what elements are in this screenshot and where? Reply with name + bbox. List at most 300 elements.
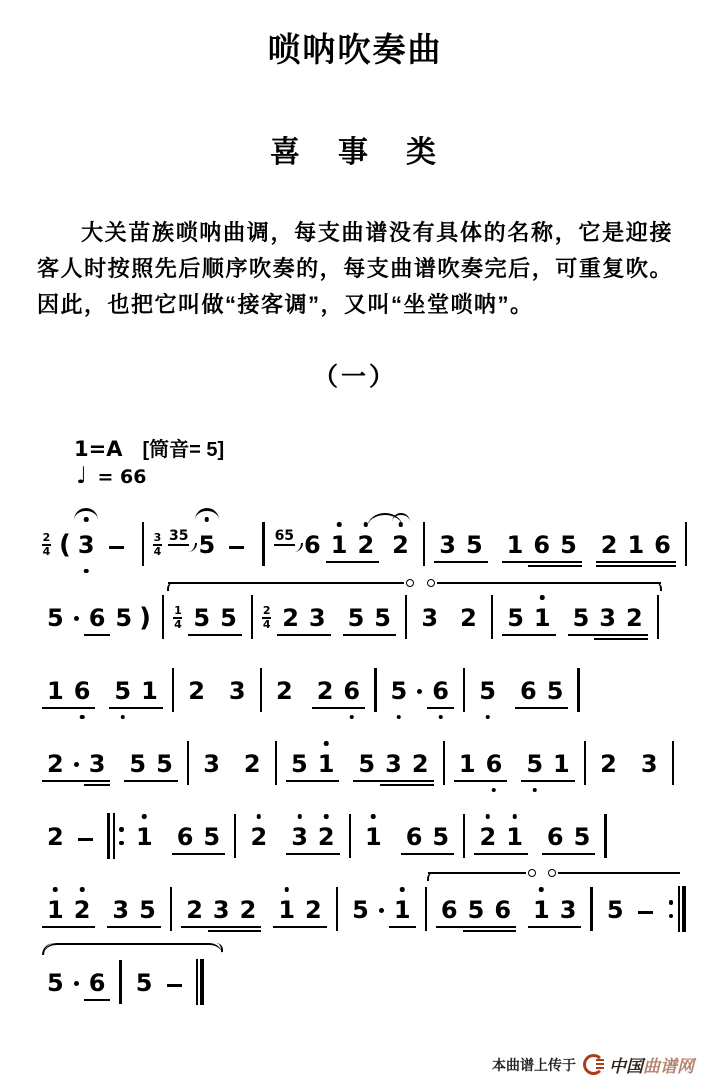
note: 3: [73, 530, 100, 560]
ts-numerator: 2: [42, 531, 51, 545]
octave-dot-above: [486, 814, 491, 819]
note: 6: [338, 676, 365, 706]
beam-line: [69, 926, 96, 928]
note: 6: [304, 531, 321, 559]
note: 5: [386, 676, 413, 706]
note: 6: [401, 822, 428, 852]
beam-line: [326, 561, 353, 563]
key-signature: 1=A: [74, 437, 123, 461]
note: 2: [300, 895, 327, 925]
score-line-3: [0, 641, 710, 714]
note: 5: [115, 604, 133, 632]
augmentation-dot: [412, 676, 427, 706]
beam-line-2: [380, 784, 407, 786]
note: 6: [84, 968, 111, 998]
slur-cap-left: [427, 872, 436, 881]
beam-line: [286, 780, 313, 782]
beam-line: [528, 926, 555, 928]
note: 5: [461, 530, 488, 560]
dot: [669, 900, 674, 905]
note: 3: [228, 677, 246, 705]
note: 6: [481, 749, 508, 779]
ts-denominator: 4: [262, 618, 271, 631]
note: 3: [594, 603, 621, 633]
fermata-dot: [84, 517, 89, 522]
note: 1: [501, 822, 528, 852]
barline: [262, 522, 264, 566]
phrase-slur-line: [44, 943, 222, 954]
barline: [584, 741, 586, 785]
note: 5: [353, 749, 380, 779]
barline: [260, 668, 262, 712]
note: 2: [596, 530, 623, 560]
slur-cap-right: [528, 869, 536, 877]
bar-thin: [196, 959, 198, 1005]
octave-dot-above: [142, 814, 147, 819]
note: 1: [454, 749, 481, 779]
note: 5: [109, 676, 136, 706]
beam-line: [401, 853, 428, 855]
beam-line: [198, 853, 225, 855]
note: 3: [555, 895, 582, 925]
ts-numerator: 3: [153, 531, 162, 545]
note: 2: [245, 822, 272, 852]
note: 5: [569, 822, 596, 852]
note: 5: [47, 604, 64, 632]
beam-line-2: [489, 930, 516, 932]
beam-line-2: [596, 565, 623, 567]
beam-line: [529, 634, 556, 636]
beam-line: [235, 926, 262, 928]
beam-line: [515, 707, 542, 709]
beam-line: [542, 707, 569, 709]
note: 3: [286, 822, 313, 852]
score-line-5: [0, 787, 710, 860]
beam-line: [69, 707, 96, 709]
note: 1: [326, 530, 353, 560]
beam-line: [181, 926, 208, 928]
intro-paragraph: 大关苗族唢呐曲调，每支曲谱没有具体的名称，它是迎接客人时按照先后顺序吹奏的，每支曲谱吹奏完后，可重复吹。因此，也把它叫做“接客调”，又叫“坐堂唢呐”。: [37, 220, 673, 317]
note: 5: [352, 896, 369, 924]
octave-dot-above: [257, 814, 262, 819]
grace-notes: 65: [274, 529, 295, 546]
augmentation-dot: [374, 895, 389, 925]
note: 5: [555, 530, 582, 560]
note: 1: [529, 603, 556, 633]
note: 5: [134, 895, 161, 925]
slur-cap-right: [214, 943, 223, 952]
barline: [491, 595, 493, 639]
note: 1: [273, 895, 300, 925]
tempo-value: = 66: [97, 466, 147, 488]
octave-dot-above: [540, 595, 545, 600]
beam-line: [286, 853, 313, 855]
beam-line: [555, 561, 582, 563]
dot-mark: [379, 908, 384, 913]
beam-line: [313, 853, 340, 855]
beam-line: [369, 634, 396, 636]
note: 3: [434, 530, 461, 560]
score-line-2: [0, 568, 710, 641]
note: 5: [151, 749, 178, 779]
octave-dot-above: [284, 887, 289, 892]
ts-denominator: 4: [174, 618, 182, 631]
note: 1: [42, 676, 69, 706]
barline: [142, 522, 144, 566]
beam-line: [312, 707, 339, 709]
beam-line: [42, 707, 69, 709]
repeat-dots: [119, 827, 124, 845]
barline: [170, 887, 172, 931]
note: 6: [84, 603, 111, 633]
extension-dash: [638, 911, 653, 914]
note: 2: [277, 603, 304, 633]
beam-line-2: [208, 930, 235, 932]
beam-line: [343, 634, 370, 636]
phrase-slur-line: [168, 582, 404, 593]
beam-line: [84, 999, 111, 1001]
slur-cap-left: [167, 582, 176, 591]
time-signature: [42, 533, 51, 556]
beam-line-2: [555, 565, 582, 567]
octave-dot-above: [80, 887, 85, 892]
beam-line: [107, 926, 134, 928]
barline: [349, 814, 351, 858]
note: 5: [606, 896, 624, 924]
note: 3: [304, 603, 331, 633]
beam-line: [548, 780, 575, 782]
barline: [187, 741, 189, 785]
key-row: [74, 433, 710, 462]
note: 5: [286, 749, 313, 779]
note: 1: [42, 895, 69, 925]
dot-mark: [74, 762, 79, 767]
note: 3: [203, 750, 220, 778]
beam-line: [436, 926, 463, 928]
barline: [425, 887, 427, 931]
beam-line: [596, 561, 623, 563]
beam-line: [84, 780, 111, 782]
note: 2: [313, 822, 340, 852]
beam-line-2: [594, 638, 621, 640]
beam-line: [313, 780, 340, 782]
beam-line-2: [621, 638, 648, 640]
barline: [463, 814, 465, 858]
note: 6: [515, 676, 542, 706]
slur-cap-right: [406, 579, 414, 587]
beam-line: [463, 926, 490, 928]
bar-thick: [107, 813, 111, 859]
note: 2: [243, 750, 261, 778]
beam-line: [69, 780, 84, 782]
octave-dot-above: [53, 887, 58, 892]
note: 2: [352, 530, 379, 560]
score-line-7: [0, 933, 710, 1006]
site-name-cn: 中国: [609, 1057, 643, 1076]
note: 2: [69, 895, 96, 925]
note: 2: [188, 677, 205, 705]
small-arc: [392, 513, 410, 523]
beam-line: [481, 780, 508, 782]
note: 2: [621, 603, 648, 633]
beam-line: [489, 926, 516, 928]
octave-dot-above: [297, 814, 302, 819]
beam-line: [273, 926, 300, 928]
barline: [672, 741, 674, 785]
beam-line: [109, 707, 136, 709]
beam-line: [300, 926, 327, 928]
barline: [443, 741, 445, 785]
note: 3: [640, 750, 658, 778]
beam-line: [136, 707, 163, 709]
barline: [405, 595, 407, 639]
note: 2: [474, 822, 501, 852]
note: 5: [198, 822, 225, 852]
beam-line-2: [622, 565, 649, 567]
note: 2: [47, 823, 64, 851]
dot-mark: [417, 689, 422, 694]
barline: [119, 960, 121, 1004]
footer: [492, 1052, 694, 1077]
barline: [463, 668, 465, 712]
barline: [251, 595, 253, 639]
dot: [119, 827, 124, 832]
note: 6: [542, 822, 569, 852]
repeat-begin-sign: [107, 813, 126, 859]
barline: [657, 595, 659, 639]
slur-cap-left: [548, 869, 556, 877]
beam-line: [215, 634, 242, 636]
score-line-6: [0, 860, 710, 933]
octave-dot-above: [400, 887, 405, 892]
note: 5: [124, 749, 151, 779]
note: 1: [313, 749, 340, 779]
phrase-slur-line: [558, 872, 680, 883]
note: 3: [380, 749, 407, 779]
phrase-slur-line: [437, 582, 661, 593]
note: 2: [407, 749, 434, 779]
note: 5: [215, 603, 242, 633]
extension-dash: [229, 546, 244, 549]
final-barline: [196, 959, 204, 1005]
bar-thick: [200, 959, 204, 1005]
beam-line: [521, 780, 548, 782]
beam-line-2: [649, 565, 676, 567]
beam-line: [434, 561, 461, 563]
extension-dash: [78, 838, 93, 841]
note: 3: [107, 895, 134, 925]
note: 5: [188, 603, 215, 633]
beam-line: [188, 634, 215, 636]
note: 5: [542, 676, 569, 706]
barline: [423, 522, 425, 566]
note: 1: [389, 895, 416, 925]
beam-line: [304, 634, 331, 636]
extension-dash: [109, 546, 124, 549]
beam-line: [42, 926, 69, 928]
note: 6: [436, 895, 463, 925]
footer-upload-text: 本曲谱上传于: [492, 1056, 576, 1073]
time-signature: [262, 606, 271, 629]
note: 1: [360, 822, 387, 852]
beam-line: [454, 780, 481, 782]
repeat-end-sign: [667, 886, 686, 932]
note: 6: [69, 676, 96, 706]
note: 1: [548, 749, 575, 779]
note: 1: [136, 676, 163, 706]
bar-thin: [113, 813, 115, 859]
fermata-dot: [205, 517, 210, 522]
beam-line: [622, 561, 649, 563]
barline: [172, 668, 174, 712]
beam-line: [621, 634, 648, 636]
note: 5: [474, 676, 501, 706]
beam-line-2: [528, 565, 555, 567]
beam-line-2: [84, 784, 111, 786]
note: 5: [521, 749, 548, 779]
note: 1: [502, 530, 529, 560]
barline: [336, 887, 338, 931]
section-label: （一）: [312, 364, 397, 391]
phrase-slur-line: [428, 872, 526, 883]
barline: [374, 668, 376, 712]
note: 1: [622, 530, 649, 560]
note: 5: [502, 603, 529, 633]
barline: [577, 668, 579, 712]
beam-line: [501, 853, 528, 855]
note: 2: [181, 895, 208, 925]
beam-line: [407, 780, 434, 782]
extension-dash: [167, 984, 182, 987]
beam-line: [124, 780, 151, 782]
beam-line: [352, 561, 379, 563]
octave-dot-above: [512, 814, 517, 819]
note: 5: [369, 603, 396, 633]
beam-line: [461, 561, 488, 563]
augmentation-dot: [69, 968, 84, 998]
beam-line: [134, 926, 161, 928]
beam-line: [380, 780, 407, 782]
octave-dot-above: [371, 814, 376, 819]
note: 5: [463, 895, 490, 925]
beam-line: [338, 707, 365, 709]
bar-thin: [678, 886, 680, 932]
score-line-1: [0, 495, 710, 568]
ts-numerator: 1: [174, 604, 182, 618]
note: 5: [568, 603, 595, 633]
dot-mark: [74, 981, 79, 986]
beam-line: [427, 707, 454, 709]
note: 5: [343, 603, 370, 633]
beam-line: [568, 634, 595, 636]
category-subtitle: 喜 事 类: [270, 136, 440, 169]
note: 1: [131, 822, 158, 852]
note: 6: [489, 895, 516, 925]
octave-dot-above: [324, 741, 329, 746]
beam-line: [502, 634, 529, 636]
barline: [162, 595, 164, 639]
note: 3: [208, 895, 235, 925]
tube-pitch-note: [筒音= 5]: [142, 439, 225, 461]
beam-line: [353, 780, 380, 782]
beam-line: [151, 780, 178, 782]
ts-denominator: 4: [153, 545, 162, 558]
note: 5: [427, 822, 454, 852]
beam-line: [389, 926, 416, 928]
beam-line: [172, 853, 199, 855]
barline: [275, 741, 277, 785]
note: 3: [421, 604, 439, 632]
note: 2: [387, 530, 414, 560]
beam-line: [277, 634, 304, 636]
barline: [685, 522, 687, 566]
barline: [590, 887, 592, 931]
octave-dot-above: [337, 522, 342, 527]
beam-line-2: [235, 930, 262, 932]
dot-mark: [74, 616, 79, 621]
beam-line: [502, 561, 529, 563]
beam-line: [427, 853, 454, 855]
octave-dot-above: [324, 814, 329, 819]
barline: [234, 814, 236, 858]
beam-line: [542, 853, 569, 855]
beam-line: [649, 561, 676, 563]
beam-line: [84, 634, 111, 636]
augmentation-dot: [69, 749, 84, 779]
repeat-dots: [669, 900, 674, 918]
note: 2: [312, 676, 339, 706]
dot: [119, 841, 124, 846]
page-title: 唢呐吹奏曲: [267, 31, 443, 68]
score-line-4: [0, 714, 710, 787]
quarter-note-icon: ♩: [76, 463, 87, 489]
beam-line: [42, 780, 69, 782]
note: 6: [528, 530, 555, 560]
octave-dot-above: [539, 887, 544, 892]
bar-thick: [682, 886, 686, 932]
beam-line-2: [407, 784, 434, 786]
note: 6: [427, 676, 454, 706]
note: 5: [47, 969, 64, 997]
dot: [669, 914, 674, 919]
site-logo-icon: [583, 1054, 604, 1075]
note: 2: [235, 895, 262, 925]
note: 2: [42, 749, 69, 779]
note: 2: [600, 750, 617, 778]
augmentation-dot: [69, 603, 84, 633]
note: 2: [460, 604, 477, 632]
note: 3: [84, 749, 111, 779]
beam-line: [594, 634, 621, 636]
note: 6: [649, 530, 676, 560]
note: 1: [528, 895, 555, 925]
slur-cap-right: [653, 582, 662, 591]
phrase-paren: ): [139, 603, 151, 633]
time-signature: [173, 606, 182, 629]
time-signature: [153, 533, 162, 556]
note: 2: [276, 677, 293, 705]
ts-numerator: 2: [262, 604, 271, 618]
slur-cap-left: [42, 943, 58, 955]
phrase-paren: (: [59, 530, 71, 560]
note: 5: [193, 530, 220, 560]
tempo-row: [76, 463, 710, 489]
beam-line: [555, 926, 582, 928]
beam-line-2: [463, 930, 490, 932]
score: [0, 495, 710, 1006]
grace-notes: 35: [168, 529, 189, 546]
note: 5: [135, 969, 153, 997]
